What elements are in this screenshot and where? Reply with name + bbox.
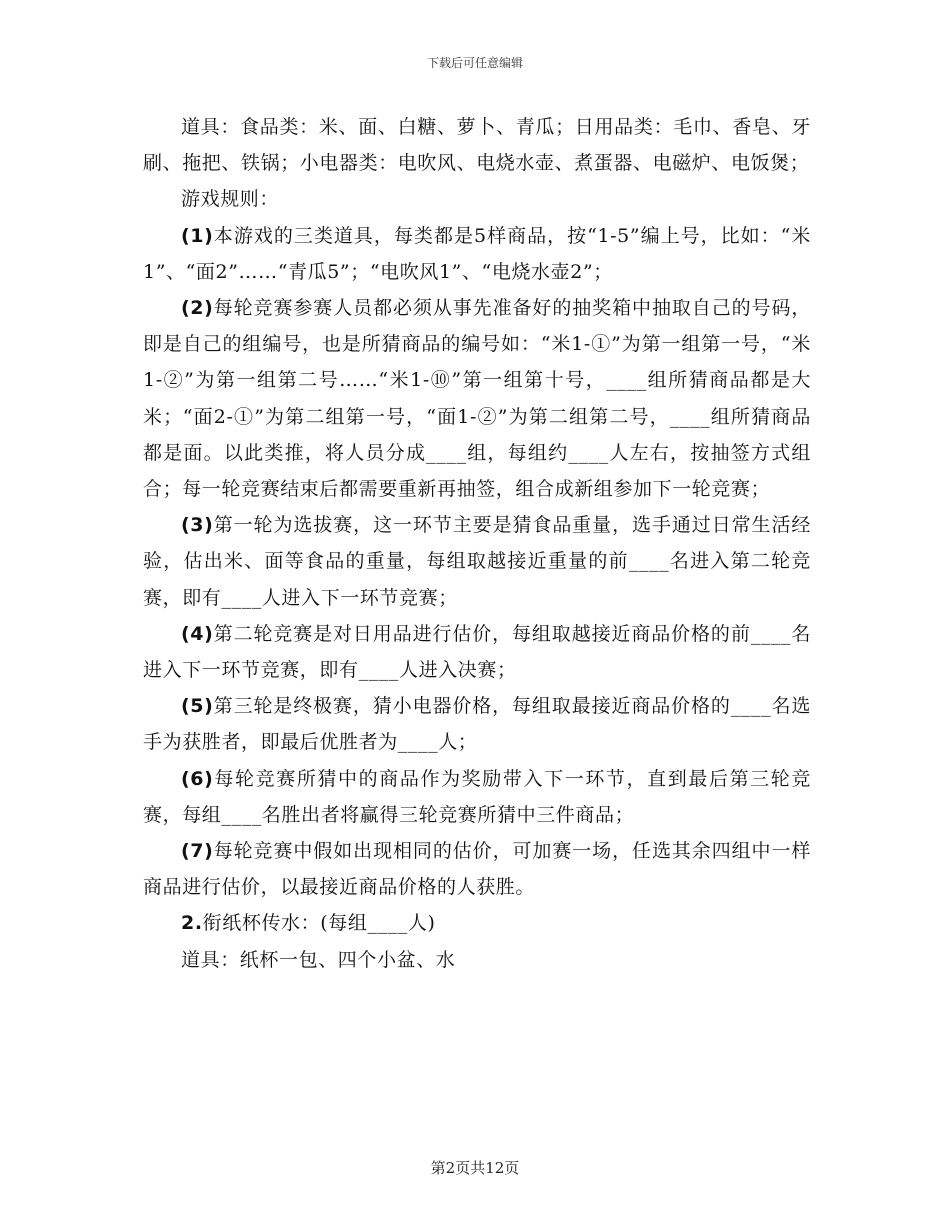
- rule-6: [143, 761, 811, 833]
- rule-7: [143, 833, 811, 905]
- page-header: 下载后可任意编辑: [426, 56, 523, 70]
- section-title: 衔纸杯传水：(每组____人): [202, 912, 436, 935]
- rule-number: (7): [181, 840, 214, 863]
- rule-number: (2): [181, 297, 214, 320]
- rule-text: 本游戏的三类道具，每类都是5样商品，按“1-5”编上号，比如：“米1”、“面2”……“青瓜5”；“电吹风1”、“电烧水壶2”；: [143, 224, 811, 283]
- props-paragraph: 道具：食品类：米、面、白糖、萝卜、青瓜；日用品类：毛巾、香皂、牙刷、拖把、铁锅；小电器类：电吹风、电烧水壶、煮蛋器、电磁炉、电饭煲；: [143, 116, 811, 175]
- rule-text: 每轮竞赛参赛人员都必须从事先准备好的抽奖箱中抽取自己的号码，即是自己的组编号，也是所猜商品的编号如：“米1-①”为第一组第一号，“米1-②”为第一组第二号……“米1-⑩”第一组第十号，____组所猜商品都是大米；“面2-①”为第二组第一号，“面1-②”为第二组第二号，____组所猜商品都是面。以此类推，将人员分成____组，每组约____人左右，按抽签方式组合；每一轮竞赛结束后都需要重新再抽签，组合成新组参加下一轮竞赛；: [143, 297, 811, 501]
- rule-5: [143, 688, 811, 760]
- rule-text: 每轮竞赛所猜中的商品作为奖励带入下一环节，直到最后第三轮竞赛，每组____名胜出者将赢得三轮竞赛所猜中三件商品；: [143, 767, 811, 826]
- rule-3: [143, 507, 811, 616]
- rule-text: 每轮竞赛中假如出现相同的估价，可加赛一场，任选其余四组中一样商品进行估价，以最接近商品价格的人获胜。: [143, 840, 811, 899]
- rule-2: [143, 290, 811, 507]
- rule-number: (3): [181, 514, 214, 537]
- page-footer: 第2页共12页: [430, 1159, 520, 1177]
- rule-4: [143, 616, 811, 688]
- document-body: [143, 109, 811, 978]
- rule-number: (5): [181, 695, 214, 718]
- props-paragraph-2: 道具：纸杯一包、四个小盆、水: [181, 948, 456, 971]
- section-number: 2.: [181, 912, 203, 935]
- rule-text: 第一轮为选拔赛，这一环节主要是猜食品重量，选手通过日常生活经验，估出米、面等食品的重量，每组取越接近重量的前____名进入第二轮竞赛，即有____人进入下一环节竞赛；: [143, 514, 811, 609]
- rule-1: [143, 218, 811, 290]
- rule-text: 第二轮竞赛是对日用品进行估价，每组取越接近商品价格的前____名进入下一环节竞赛，即有____人进入决赛；: [143, 622, 811, 682]
- rules-title: 游戏规则：: [181, 188, 280, 211]
- rule-text: 第三轮是终极赛，猜小电器价格，每组取最接近商品价格的____名选手为获胜者，即最后优胜者为____人；: [143, 695, 811, 754]
- section-2-heading: [143, 905, 811, 941]
- rule-number: (6): [181, 767, 214, 790]
- rule-number: (1): [181, 224, 214, 247]
- rule-number: (4): [181, 622, 214, 645]
